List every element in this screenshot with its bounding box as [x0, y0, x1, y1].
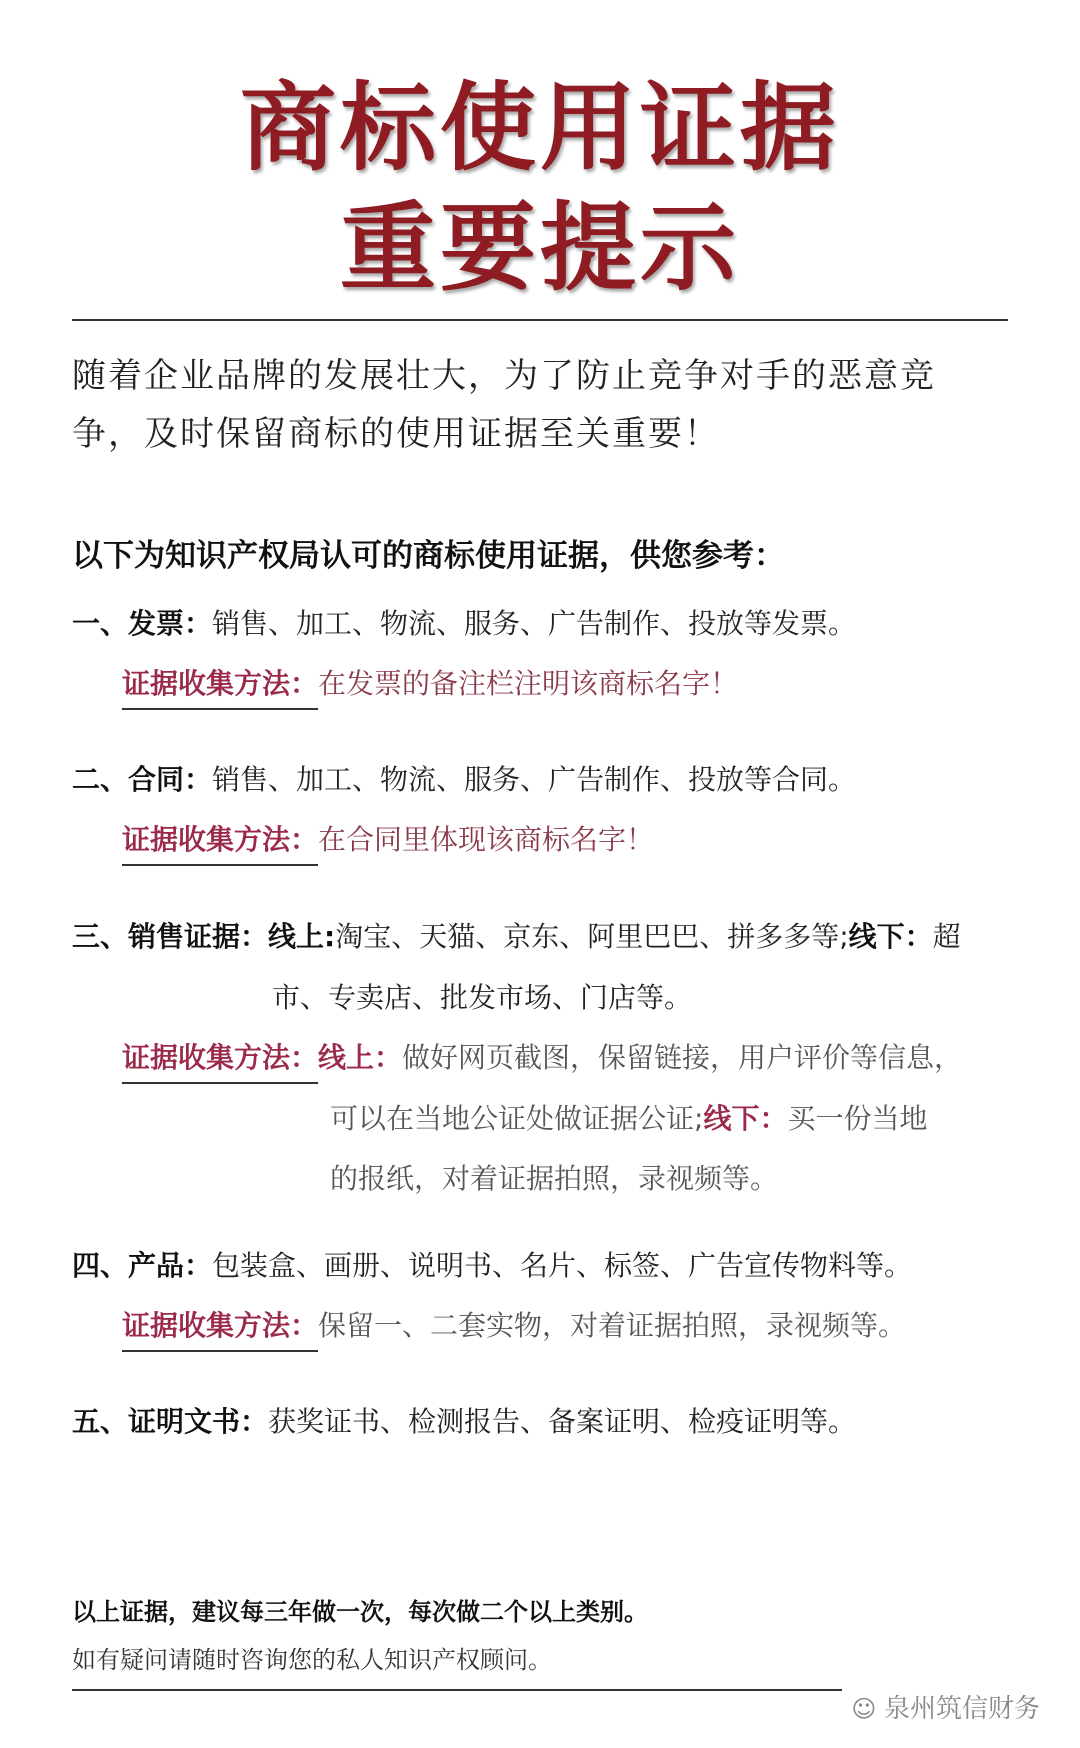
- method-product: [122, 1304, 906, 1352]
- method-invoice: [122, 662, 738, 710]
- item-text: 销售、加工、物流、服务、广告制作、投放等合同。: [212, 763, 857, 796]
- method-sales-line3: 的报纸，对着证据拍照，录视频等。: [330, 1162, 779, 1195]
- item-text: 包装盒、画册、说明书、名片、标签、广告宣传物料等。: [212, 1249, 913, 1282]
- item-text: 销售、加工、物流、服务、广告制作、投放等发票。: [212, 607, 857, 640]
- item-invoice: [72, 602, 856, 642]
- intro-line1: 随着企业品牌的发展壮大，为了防止竞争对手的恶意竞: [72, 356, 936, 396]
- offline-text: 超: [932, 920, 961, 953]
- item-text: 获奖证书、检测报告、备案证明、检疫证明等。: [268, 1405, 857, 1438]
- footer-contact: 如有疑问请随时咨询您的私人知识产权顾问。: [72, 1646, 552, 1674]
- method-text: 保留一、二套实物，对着证据拍照，录视频等。: [318, 1309, 907, 1342]
- method-text: 可以在当地公证处做证据公证;: [330, 1102, 704, 1135]
- watermark-text: 泉州筑信财务: [883, 1694, 1040, 1724]
- method-contract: [122, 818, 654, 866]
- item-contract: [72, 758, 856, 798]
- section-heading: 以下为知识产权局认可的商标使用证据，供您参考：: [72, 538, 785, 574]
- method-label: 证据收集方法：: [122, 818, 318, 866]
- method-label: 证据收集方法：: [122, 1036, 318, 1084]
- method-text: 在发票的备注栏注明该商标名字！: [318, 667, 739, 700]
- item-label: 四、产品：: [72, 1249, 213, 1282]
- item-label: 五、证明文书：: [72, 1405, 269, 1438]
- item-documents: [72, 1400, 856, 1440]
- method-sales-line2: [330, 1097, 927, 1137]
- method-text: 做好网页截图，保留链接，用户评价等信息，: [402, 1041, 963, 1074]
- divider-bottom: [72, 1689, 842, 1691]
- divider-top: [72, 319, 1008, 321]
- title-line1: 商标使用证据: [240, 72, 840, 184]
- method-offline-label: 线下：: [703, 1102, 788, 1135]
- item-label: 二、合同：: [72, 763, 213, 796]
- method-label: 证据收集方法：: [122, 662, 318, 710]
- method-text: 买一份当地: [787, 1102, 928, 1135]
- item-product: [72, 1244, 912, 1284]
- watermark: [851, 1688, 1040, 1725]
- method-label: 证据收集方法：: [122, 1304, 318, 1352]
- method-text: 在合同里体现该商标名字！: [318, 823, 655, 856]
- item-label: 一、发票：: [72, 607, 213, 640]
- online-label: 线上:: [268, 920, 336, 953]
- item-sales: [72, 915, 961, 955]
- method-online-label: 线上：: [318, 1041, 403, 1074]
- item-sales-cont: 市、专卖店、批发市场、门店等。: [272, 981, 693, 1014]
- item-label: 三、销售证据：: [72, 920, 269, 953]
- offline-label: 线下：: [848, 920, 933, 953]
- title-line2: 重要提示: [340, 192, 740, 304]
- online-text: 淘宝、天猫、京东、阿里巴巴、拼多多等;: [335, 920, 849, 953]
- method-sales: [122, 1036, 962, 1084]
- wechat-icon: ☺: [851, 1695, 884, 1723]
- footer-recommendation: 以上证据，建议每三年做一次，每次做二个以上类别。: [72, 1598, 648, 1626]
- intro-line2: 争，及时保留商标的使用证据至关重要！: [72, 414, 720, 454]
